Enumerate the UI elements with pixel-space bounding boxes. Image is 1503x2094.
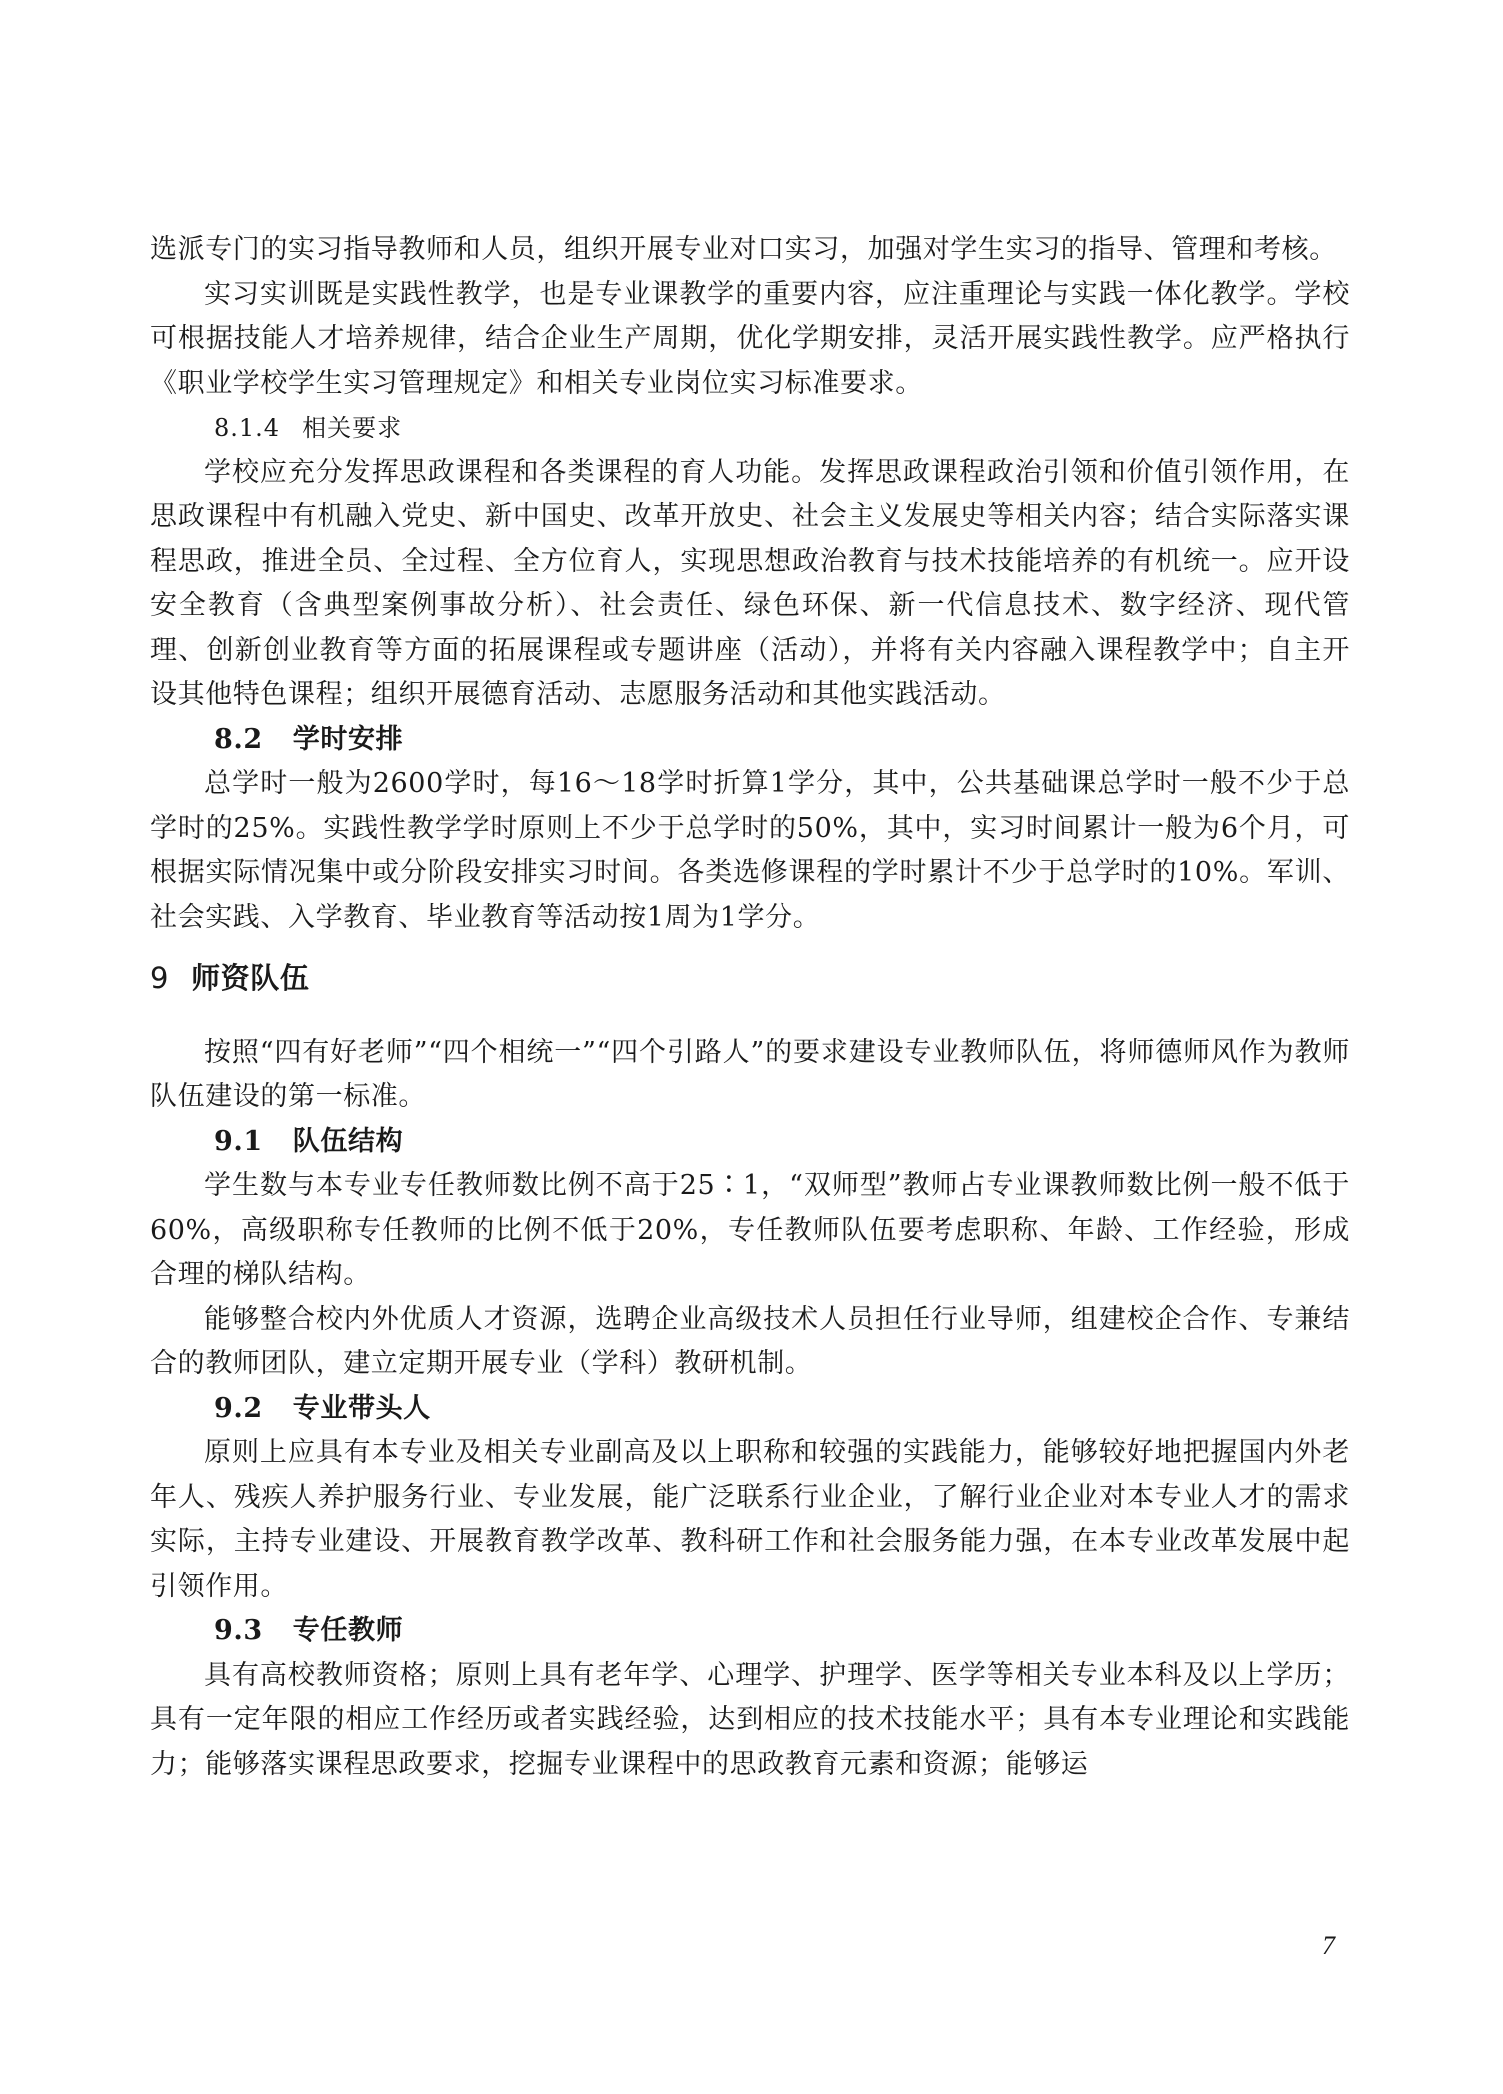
- paragraph-teacher-ethics: 按照“四有好老师”“四个相统一”“四个引路人”的要求建设专业教师队伍，将师德师风作为教师队伍建设的第一标准。: [150, 1036, 1350, 1112]
- page-number: 7: [1322, 1931, 1335, 1960]
- heading-9: [150, 956, 1350, 1001]
- heading-9-3: [150, 1609, 1350, 1654]
- paragraph-team-ratio: 学生数与本专业专任教师数比例不高于25∶1，“双师型”教师占专业课教师数比例一般不低于60%，高级职称专任教师的比例不低于20%，专任教师队伍要考虑职称、年龄、工作经验，形成合理的梯队结构。: [150, 1170, 1350, 1290]
- heading-8-1-4: [150, 406, 1350, 451]
- heading-number: 9.1: [214, 1125, 263, 1157]
- heading-title: 学时安排: [292, 723, 404, 755]
- heading-title: 专任教师: [292, 1615, 404, 1646]
- heading-title: 相关要求: [302, 414, 403, 442]
- heading-9-1: [150, 1120, 1350, 1165]
- paragraph-ideological-education: 学校应充分发挥思政课程和各类课程的育人功能。发挥思政课程政治引领和价值引领作用，在思政课程中有机融入党史、新中国史、改革开放史、社会主义发展史等相关内容；结合实际落实课程思政，推进全员、全过程、全方位育人，实现思想政治教育与技术技能培养的有机统一。应开设安全教育（含典型案例事故分析）、社会责任、绿色环保、新一代信息技术、数字经济、现代管理、创新创业教育等方面的拓展课程或专题讲座（活动），并将有关内容融入课程教学中；自主开设其他特色课程；组织开展德育活动、志愿服务活动和其他实践活动。: [150, 456, 1350, 710]
- paragraph-practical-teaching: 实习实训既是实践性教学，也是专业课教学的重要内容，应注重理论与实践一体化教学。学校可根据技能人才培养规律，结合企业生产周期，优化学期安排，灵活开展实践性教学。应严格执行《职业学校学生实习管理规定》和相关专业岗位实习标准要求。: [150, 278, 1350, 399]
- paragraph-full-time-teachers: 具有高校教师资格；原则上具有老年学、心理学、护理学、医学等相关专业本科及以上学历；具有一定年限的相应工作经历或者实践经验，达到相应的技术技能水平；具有本专业理论和实践能力；能够落实课程思政要求，挖掘专业课程中的思政教育元素和资源；能够运: [150, 1659, 1350, 1780]
- paragraph-team-resources: 能够整合校内外优质人才资源，选聘企业高级技术人员担任行业导师，组建校企合作、专兼结合的教师团队，建立定期开展专业（学科）教研机制。: [150, 1303, 1350, 1379]
- heading-title: 专业带头人: [292, 1392, 431, 1424]
- heading-number: 9.2: [214, 1392, 263, 1424]
- paragraph-discipline-leader: 原则上应具有本专业及相关专业副高及以上职称和较强的实践能力，能够较好地把握国内外老年人、残疾人养护服务行业、专业发展，能广泛联系行业企业，了解行业企业对本专业人才的需求实际，主持专业建设、开展教育教学改革、教科研工作和社会服务能力强，在本专业改革发展中起引领作用。: [150, 1437, 1350, 1602]
- heading-number: 8.2: [214, 723, 263, 755]
- heading-number: 9: [150, 961, 170, 995]
- heading-9-2: [150, 1387, 1350, 1432]
- heading-number: 9.3: [214, 1615, 263, 1646]
- heading-number: 8.1.4: [214, 414, 281, 442]
- paragraph-internship-guidance: 选派专门的实习指导教师和人员，组织开展专业对口实习，加强对学生实习的指导、管理和考核。: [150, 234, 1337, 265]
- heading-title: 队伍结构: [292, 1125, 404, 1157]
- heading-title: 师资队伍: [191, 961, 310, 995]
- paragraph-credit-hours: 总学时一般为2600学时，每16～18学时折算1学分，其中，公共基础课总学时一般不少于总学时的25%。实践性教学学时原则上不少于总学时的50%，其中，实习时间累计一般为6个月，可根据实际情况集中或分阶段安排实习时间。各类选修课程的学时累计不少于总学时的10%。军训、社会实践、入学教育、毕业教育等活动按1周为1学分。: [150, 768, 1350, 933]
- document-page: [150, 228, 1350, 1787]
- heading-8-2: [150, 718, 1350, 763]
